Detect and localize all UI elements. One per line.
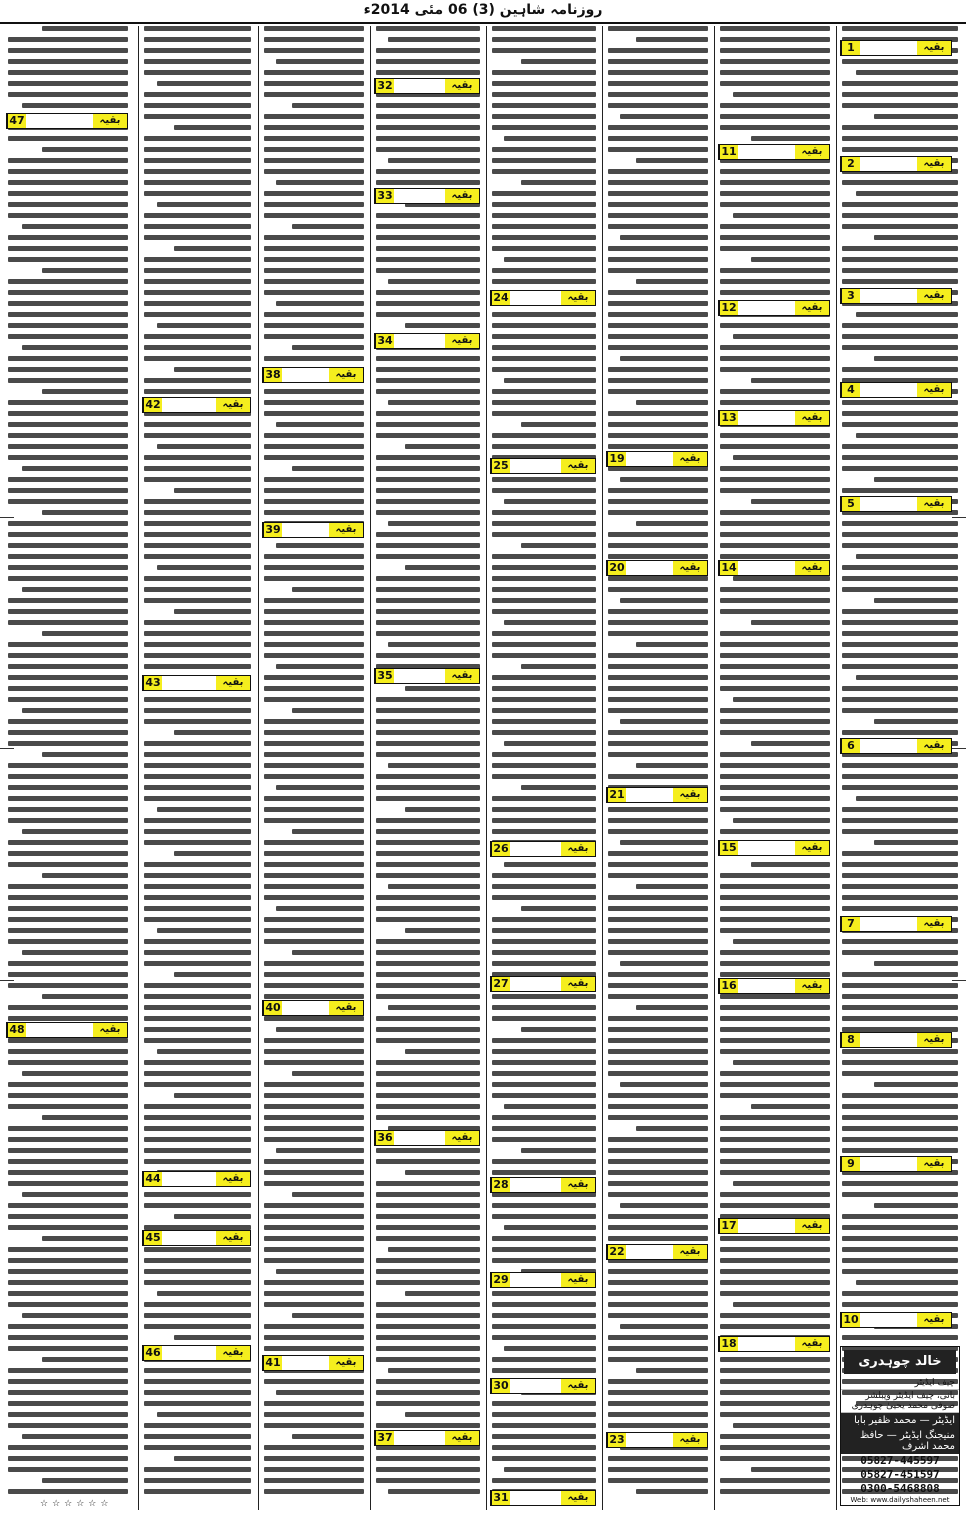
- continuation-number: 21: [607, 788, 626, 802]
- continuation-number: 10: [841, 1313, 860, 1327]
- editor-name: محمد ظفیر بابا: [854, 1415, 917, 1426]
- continuation-number: 25: [491, 459, 510, 473]
- continuation-spacer: [510, 1379, 561, 1393]
- continuation-box: [490, 1378, 596, 1394]
- continuation-box: [840, 40, 952, 56]
- continuation-box: [490, 976, 596, 992]
- continuation-box: [718, 560, 830, 576]
- column-rule: [258, 26, 259, 1510]
- continuation-box: [718, 978, 830, 994]
- body-text: [720, 26, 830, 1500]
- fold-mark: [952, 980, 966, 981]
- continuation-spacer: [162, 1172, 216, 1186]
- continuation-number: 16: [719, 979, 738, 993]
- continuation-box: [718, 1218, 830, 1234]
- continuation-spacer: [510, 291, 561, 305]
- continuation-spacer: [282, 368, 329, 382]
- continuation-number: 8: [841, 1033, 860, 1047]
- continuation-number: 19: [607, 452, 626, 466]
- continuation-number: 39: [263, 523, 282, 537]
- phone-1: 05827-445597: [860, 1454, 940, 1467]
- managing-editor-name: حافظ محمد اشرف: [860, 1430, 955, 1452]
- continuation-label: بقیہ: [795, 145, 829, 159]
- continuation-spacer: [860, 41, 917, 55]
- continuation-label: بقیہ: [673, 452, 707, 466]
- continuation-number: 1: [841, 41, 860, 55]
- page-header: [0, 0, 966, 24]
- continuation-label: بقیہ: [561, 1273, 595, 1287]
- continuation-spacer: [510, 459, 561, 473]
- continuation-label: بقیہ: [216, 1346, 250, 1360]
- continuation-spacer: [738, 301, 795, 315]
- continuation-number: 14: [719, 561, 738, 575]
- continuation-spacer: [26, 1023, 93, 1037]
- continuation-spacer: [510, 1491, 561, 1505]
- continuation-number: 27: [491, 977, 510, 991]
- continuation-number: 29: [491, 1273, 510, 1287]
- continuation-spacer: [282, 1356, 329, 1370]
- continuation-label: بقیہ: [445, 334, 479, 348]
- continuation-spacer: [626, 788, 673, 802]
- continuation-box: [840, 288, 952, 304]
- continuation-spacer: [26, 114, 93, 128]
- continuation-box: [840, 738, 952, 754]
- continuation-spacer: [860, 1157, 917, 1171]
- continuation-number: 44: [143, 1172, 162, 1186]
- continuation-label: بقیہ: [561, 1178, 595, 1192]
- continuation-spacer: [738, 841, 795, 855]
- continuation-number: 15: [719, 841, 738, 855]
- continuation-label: بقیہ: [329, 368, 363, 382]
- continuation-box: [718, 840, 830, 856]
- continuation-label: بقیہ: [329, 523, 363, 537]
- fold-mark: [0, 980, 14, 981]
- continuation-label: بقیہ: [561, 291, 595, 305]
- continuation-spacer: [394, 1131, 445, 1145]
- continuation-label: بقیہ: [917, 739, 951, 753]
- continuation-spacer: [510, 1178, 561, 1192]
- text-column: [604, 26, 712, 1510]
- continuation-number: 17: [719, 1219, 738, 1233]
- editor-label: ایڈیٹر: [932, 1415, 955, 1426]
- continuation-spacer: [860, 157, 917, 171]
- continuation-box: [262, 1000, 364, 1016]
- continuation-label: بقیہ: [445, 1131, 479, 1145]
- continuation-number: 5: [841, 497, 860, 511]
- continuation-spacer: [860, 289, 917, 303]
- continuation-spacer: [394, 1431, 445, 1445]
- page-title: روزنامہ شاہین (3) 06 مئی 2014ء: [363, 2, 603, 18]
- continuation-box: [374, 78, 480, 94]
- continuation-label: بقیہ: [917, 383, 951, 397]
- continuation-spacer: [738, 979, 795, 993]
- continuation-number: 11: [719, 145, 738, 159]
- continuation-number: 20: [607, 561, 626, 575]
- text-column: [260, 26, 368, 1510]
- continuation-label: بقیہ: [561, 459, 595, 473]
- column-rule: [602, 26, 603, 1510]
- continuation-spacer: [394, 669, 445, 683]
- continuation-number: 36: [375, 1131, 394, 1145]
- continuation-spacer: [860, 1033, 917, 1047]
- fold-mark: [952, 748, 966, 749]
- continuation-box: [840, 916, 952, 932]
- continuation-number: 12: [719, 301, 738, 315]
- text-column: [838, 26, 962, 1510]
- continuation-box: [490, 1177, 596, 1193]
- body-text: [608, 26, 708, 1500]
- continuation-box: [6, 1022, 128, 1038]
- continuation-label: بقیہ: [445, 79, 479, 93]
- continuation-spacer: [626, 1245, 673, 1259]
- continuation-spacer: [860, 739, 917, 753]
- continuation-number: 35: [375, 669, 394, 683]
- continuation-box: [840, 496, 952, 512]
- continuation-number: 40: [263, 1001, 282, 1015]
- phone-3: 0300-5468808: [860, 1482, 940, 1495]
- continuation-number: 32: [375, 79, 394, 93]
- body-text: [144, 26, 251, 1500]
- continuation-box: [142, 1230, 251, 1246]
- continuation-label: بقیہ: [561, 1491, 595, 1505]
- continuation-box: [374, 188, 480, 204]
- continuation-box: [840, 1156, 952, 1172]
- footer-stars: ☆☆☆☆☆☆: [40, 1499, 113, 1509]
- continuation-box: [490, 1272, 596, 1288]
- continuation-number: 28: [491, 1178, 510, 1192]
- continuation-box: [490, 841, 596, 857]
- continuation-spacer: [162, 676, 216, 690]
- continuation-number: 48: [7, 1023, 26, 1037]
- founder-line: بانی، چیف ایڈیٹر وپبلشر صوفی محمد یحییٰ چوہدری: [841, 1390, 959, 1413]
- continuation-label: بقیہ: [673, 788, 707, 802]
- continuation-number: 38: [263, 368, 282, 382]
- continuation-spacer: [860, 497, 917, 511]
- continuation-spacer: [510, 842, 561, 856]
- continuation-spacer: [738, 1219, 795, 1233]
- continuation-box: [374, 1130, 480, 1146]
- continuation-spacer: [282, 1001, 329, 1015]
- continuation-label: بقیہ: [917, 157, 951, 171]
- continuation-spacer: [626, 452, 673, 466]
- fold-mark: [952, 517, 966, 518]
- continuation-spacer: [860, 1313, 917, 1327]
- continuation-number: 23: [607, 1433, 626, 1447]
- fold-mark: [0, 517, 14, 518]
- continuation-label: بقیہ: [795, 1219, 829, 1233]
- continuation-box: [374, 668, 480, 684]
- continuation-number: 6: [841, 739, 860, 753]
- continuation-number: 18: [719, 1337, 738, 1351]
- continuation-label: بقیہ: [795, 301, 829, 315]
- column-rule: [486, 26, 487, 1510]
- continuation-label: بقیہ: [216, 1172, 250, 1186]
- continuation-label: بقیہ: [561, 977, 595, 991]
- continuation-number: 31: [491, 1491, 510, 1505]
- continuation-spacer: [510, 977, 561, 991]
- continuation-label: بقیہ: [917, 289, 951, 303]
- continuation-box: [142, 1171, 251, 1187]
- continuation-box: [606, 560, 708, 576]
- continuation-label: بقیہ: [795, 561, 829, 575]
- continuation-box: [142, 1345, 251, 1361]
- continuation-spacer: [394, 189, 445, 203]
- continuation-label: بقیہ: [795, 841, 829, 855]
- continuation-box: [142, 397, 251, 413]
- continuation-label: بقیہ: [917, 1313, 951, 1327]
- continuation-spacer: [162, 398, 216, 412]
- continuation-spacer: [626, 561, 673, 575]
- continuation-box: [262, 1355, 364, 1371]
- continuation-box: [718, 410, 830, 426]
- continuation-label: بقیہ: [329, 1001, 363, 1015]
- continuation-box: [718, 1336, 830, 1352]
- body-text: [264, 26, 364, 1500]
- continuation-number: 3: [841, 289, 860, 303]
- continuation-box: [490, 458, 596, 474]
- continuation-spacer: [738, 1337, 795, 1351]
- continuation-label: بقیہ: [917, 497, 951, 511]
- continuation-label: بقیہ: [93, 114, 127, 128]
- continuation-label: بقیہ: [917, 917, 951, 931]
- continuation-box: [6, 113, 128, 129]
- continuation-box: [840, 382, 952, 398]
- column-rule: [836, 26, 837, 1510]
- continuation-label: بقیہ: [216, 398, 250, 412]
- continuation-spacer: [510, 1273, 561, 1287]
- continuation-label: بقیہ: [445, 669, 479, 683]
- continuation-number: 37: [375, 1431, 394, 1445]
- continuation-box: [262, 522, 364, 538]
- continuation-label: بقیہ: [795, 979, 829, 993]
- continuation-spacer: [860, 917, 917, 931]
- column-rule: [138, 26, 139, 1510]
- continuation-spacer: [282, 523, 329, 537]
- continuation-number: 26: [491, 842, 510, 856]
- text-column: [140, 26, 255, 1510]
- continuation-spacer: [738, 561, 795, 575]
- continuation-number: 33: [375, 189, 394, 203]
- continuation-label: بقیہ: [561, 1379, 595, 1393]
- continuation-number: 30: [491, 1379, 510, 1393]
- continuation-box: [840, 1032, 952, 1048]
- continuation-box: [606, 451, 708, 467]
- continuation-number: 22: [607, 1245, 626, 1259]
- continuation-box: [490, 1490, 596, 1506]
- fold-mark: [0, 748, 14, 749]
- continuation-number: 34: [375, 334, 394, 348]
- continuation-box: [606, 1432, 708, 1448]
- continuation-label: بقیہ: [917, 1033, 951, 1047]
- continuation-label: بقیہ: [673, 1245, 707, 1259]
- continuation-spacer: [738, 145, 795, 159]
- continuation-spacer: [162, 1231, 216, 1245]
- continuation-spacer: [738, 411, 795, 425]
- continuation-label: بقیہ: [216, 1231, 250, 1245]
- body-text: [376, 26, 480, 1500]
- chief-editor-name: خالد چوہدری: [844, 1350, 956, 1374]
- website: Web: www.dailyshaheen.net: [850, 1496, 950, 1504]
- continuation-spacer: [626, 1433, 673, 1447]
- continuation-spacer: [394, 334, 445, 348]
- continuation-box: [840, 1312, 952, 1328]
- continuation-label: بقیہ: [673, 561, 707, 575]
- column-rule: [714, 26, 715, 1510]
- continuation-label: بقیہ: [795, 411, 829, 425]
- continuation-number: 45: [143, 1231, 162, 1245]
- continuation-spacer: [860, 383, 917, 397]
- text-column: [4, 26, 132, 1510]
- continuation-box: [606, 787, 708, 803]
- column-rule: [370, 26, 371, 1510]
- continuation-box: [374, 333, 480, 349]
- continuation-label: بقیہ: [445, 1431, 479, 1445]
- continuation-box: [718, 144, 830, 160]
- continuation-label: بقیہ: [216, 676, 250, 690]
- continuation-number: 43: [143, 676, 162, 690]
- masthead-box: خالد چوہدری چیف ایڈیٹر بانی، چیف ایڈیٹر وپبلشر صوفی محمد یحییٰ چوہدری ایڈیٹر — محمد ظفیر بابا منیجنگ ایڈیٹر — حافظ محمد اشرف 05827-445597 05827-451597 0300-5468808 Web: www.dailyshaheen.net: [840, 1346, 960, 1506]
- continuation-box: [142, 675, 251, 691]
- continuation-box: [718, 300, 830, 316]
- continuation-number: 7: [841, 917, 860, 931]
- text-column: [716, 26, 834, 1510]
- continuation-box: [374, 1430, 480, 1446]
- continuation-number: 46: [143, 1346, 162, 1360]
- continuation-label: بقیہ: [673, 1433, 707, 1447]
- phone-2: 05827-451597: [860, 1468, 940, 1481]
- continuation-label: بقیہ: [329, 1356, 363, 1370]
- continuation-box: [606, 1244, 708, 1260]
- continuation-box: [840, 156, 952, 172]
- continuation-number: 2: [841, 157, 860, 171]
- continuation-spacer: [394, 79, 445, 93]
- continuation-number: 24: [491, 291, 510, 305]
- continuation-number: 4: [841, 383, 860, 397]
- continuation-label: بقیہ: [917, 41, 951, 55]
- continuation-number: 41: [263, 1356, 282, 1370]
- continuation-label: بقیہ: [795, 1337, 829, 1351]
- body-text: [8, 26, 128, 1500]
- continuation-label: بقیہ: [561, 842, 595, 856]
- body-text: [842, 26, 958, 1500]
- continuation-label: بقیہ: [93, 1023, 127, 1037]
- continuation-number: 42: [143, 398, 162, 412]
- continuation-box: [262, 367, 364, 383]
- continuation-label: بقیہ: [445, 189, 479, 203]
- continuation-box: [490, 290, 596, 306]
- chief-editor-label: چیف ایڈیٹر: [841, 1377, 959, 1390]
- continuation-label: بقیہ: [917, 1157, 951, 1171]
- continuation-number: 9: [841, 1157, 860, 1171]
- continuation-number: 47: [7, 114, 26, 128]
- continuation-spacer: [162, 1346, 216, 1360]
- continuation-number: 13: [719, 411, 738, 425]
- text-column: [372, 26, 484, 1510]
- managing-editor-label: منیجنگ ایڈیٹر: [899, 1430, 955, 1441]
